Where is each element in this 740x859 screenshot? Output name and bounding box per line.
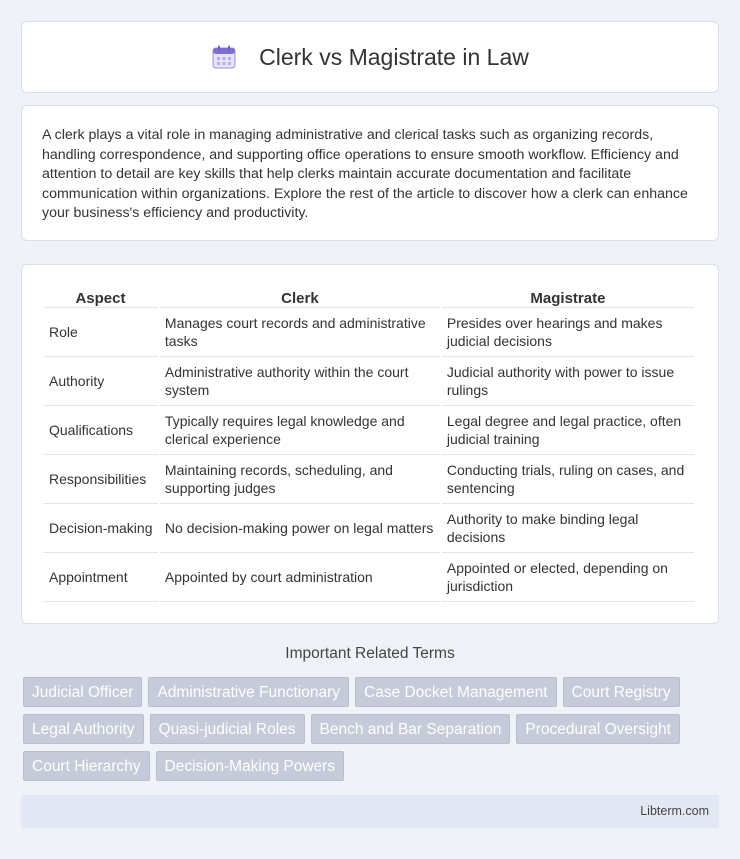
related-term-tag[interactable]: Case Docket Management xyxy=(355,677,557,707)
related-term-tag[interactable]: Court Hierarchy xyxy=(23,751,150,781)
table-row xyxy=(43,553,694,602)
table-row xyxy=(43,357,694,406)
comparison-table xyxy=(41,285,696,602)
intro-text: A clerk plays a vital role in managing administrative and clerical tasks such as organizing records, handling correspondence, and supporting office operations to ensure smooth workflow. Efficiency and attention to detail are key skills that help clerks maintain accurate documentation and facilitate communication within organizations. Explore the rest of the article to discover how a clerk can enhance your business's efficiency and productivity. xyxy=(42,127,688,221)
title-card xyxy=(21,21,719,93)
cell-aspect: Authority xyxy=(43,357,158,406)
table-row xyxy=(43,308,694,357)
header-aspect: Aspect xyxy=(43,285,158,308)
related-term-tag[interactable]: Court Registry xyxy=(563,677,680,707)
table-row xyxy=(43,504,694,553)
footer xyxy=(21,795,719,828)
cell-clerk: Manages court records and administrative tasks xyxy=(160,308,440,357)
cell-aspect: Qualifications xyxy=(43,406,158,455)
calendar-icon xyxy=(211,44,237,70)
page-title: Clerk vs Magistrate in Law xyxy=(259,43,529,70)
cell-magistrate: Authority to make binding legal decisions xyxy=(442,504,694,553)
cell-clerk: Appointed by court administration xyxy=(160,553,440,602)
cell-clerk: Typically requires legal knowledge and clerical experience xyxy=(160,406,440,455)
cell-aspect: Responsibilities xyxy=(43,455,158,504)
cell-aspect: Decision-making xyxy=(43,504,158,553)
cell-magistrate: Judicial authority with power to issue rulings xyxy=(442,357,694,406)
cell-clerk: No decision-making power on legal matters xyxy=(160,504,440,553)
cell-clerk: Administrative authority within the court system xyxy=(160,357,440,406)
cell-magistrate: Presides over hearings and makes judicial decisions xyxy=(442,308,694,357)
table-row xyxy=(43,455,694,504)
related-term-tag[interactable]: Quasi-judicial Roles xyxy=(150,714,305,744)
comparison-table-card xyxy=(21,264,719,624)
related-terms-list xyxy=(23,677,723,781)
footer-brand[interactable]: Libterm.com xyxy=(640,804,709,818)
cell-magistrate: Conducting trials, ruling on cases, and sentencing xyxy=(442,455,694,504)
cell-aspect: Appointment xyxy=(43,553,158,602)
related-term-tag[interactable]: Procedural Oversight xyxy=(516,714,680,744)
related-terms-title: Important Related Terms xyxy=(285,645,455,662)
cell-clerk: Maintaining records, scheduling, and supporting judges xyxy=(160,455,440,504)
related-term-tag[interactable]: Judicial Officer xyxy=(23,677,142,707)
cell-magistrate: Legal degree and legal practice, often judicial training xyxy=(442,406,694,455)
table-header-row xyxy=(43,285,694,308)
related-term-tag[interactable]: Bench and Bar Separation xyxy=(311,714,511,744)
table-row xyxy=(43,406,694,455)
related-term-tag[interactable]: Legal Authority xyxy=(23,714,144,744)
related-term-tag[interactable]: Decision-Making Powers xyxy=(156,751,345,781)
related-term-tag[interactable]: Administrative Functionary xyxy=(148,677,349,707)
cell-aspect: Role xyxy=(43,308,158,357)
header-magistrate: Magistrate xyxy=(442,285,694,308)
header-clerk: Clerk xyxy=(160,285,440,308)
intro-card xyxy=(21,105,719,241)
cell-magistrate: Appointed or elected, depending on jurisdiction xyxy=(442,553,694,602)
